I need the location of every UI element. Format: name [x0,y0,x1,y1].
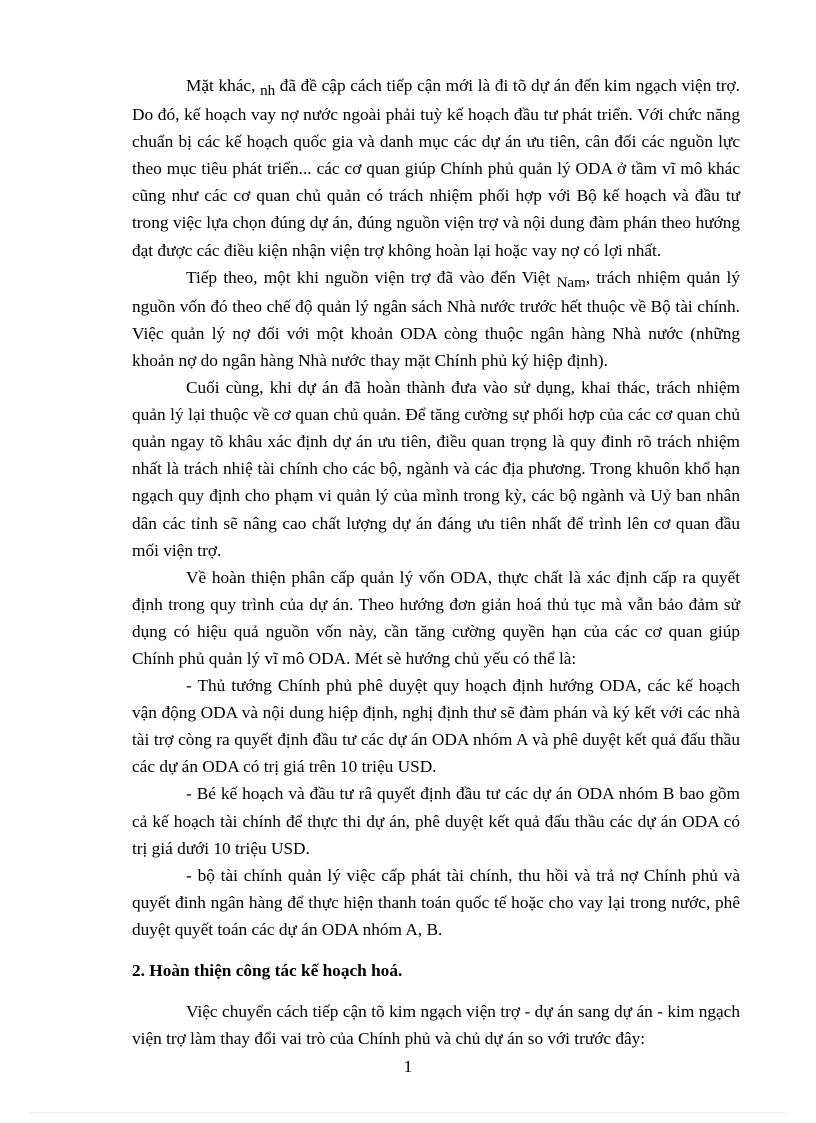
paragraph-1-subscript: nh [260,83,276,99]
paragraph-1-rest: đã đề cập cách tiếp cận mới là đi tõ dự án đến kim ngạch viện trợ. Do đó, kế hoạch vay nợ nước ngoài phải tuỳ kế hoạch đầu tư phát triển. Với chức năng chuẩn bị các kế hoạch quốc gia và danh mục các dự án ưu tiên, cân đối các nguồn lực theo mục tiêu phát triển... các cơ quan giúp Chính phủ quản lý ODA ở tầm vĩ mô khác cũng như các cơ quan chủ quản có trách nhiệm phối hợp với Bộ kế hoạch và đầu tư trong việc lựa chọn đúng dự án, đúng nguồn viện trợ và nội dung đàm phán theo hướng đạt được các điều kiện nhận viện trợ không hoàn lại hoặc vay nợ có lợi nhất. [132,76,741,260]
list-item-finance-ministry: - bộ tài chính quản lý việc cấp phát tài chính, thu hồi và trả nợ Chính phủ và quyết đinh ngân hàng để thực hiện thanh toán quốc tế hoặc cho vay lại trong nước, phê duyệt quyết toán các dự án ODA nhóm A, B. [132,865,740,939]
paragraph-2-rest: , trách nhiệm quản lý nguồn vốn đó theo chế độ quản lý ngân sách Nhà nước trước hết thuộc về Bộ tài chính. Việc quản lý nợ đối với một khoản ODA còng thuộc ngân hàng Nhà nước (những khoản nợ do ngân hàng Nhà nước thay mặt Chính phủ ký hiệp định). [132,267,741,370]
section-heading: 2. Hoàn thiện công tác kế hoạch hoá. [132,961,403,980]
paragraph-2-subscript: Nam [556,274,586,291]
paragraph-2 [132,264,740,374]
paragraph-final: Việc chuyển cách tiếp cận tõ kim ngạch viện trợ - dự án sang dự án - kim ngạch viện trợ làm thay đổi vai trò của Chính phủ và chủ dự án so với trước đây: [132,1002,740,1049]
paragraph-1 [132,72,740,264]
list-item-planning-ministry: - Bé kế hoạch và đầu tư râ quyết định đầu tư các dự án ODA nhóm B bao gồm cả kế hoạch tài chính để thực thi dự án, phê duyệt kết quả đấu thầu các dự án ODA có trị giá dưới 10 triệu USD. [132,784,740,858]
page-number: 1 [403,1057,413,1076]
page-bottom-divider [30,1112,786,1113]
list-item-prime-minister: - Thủ tướng Chính phủ phê duyệt quy hoạch định hướng ODA, các kế hoạch vận động ODA và nội dung hiệp định, nghị định thư sẽ đàm phán và ký kết với các nhà tài trợ còng ra quyết định đầu tư các dự án ODA nhóm A và phê duyệt kết quả đấu thầu các dự án ODA có trị giá trên 10 triệu USD. [132,676,740,777]
paragraph-4: Về hoàn thiện phân cấp quản lý vốn ODA, thực chất là xác định cấp ra quyết định trong quy trình của dự án. Theo hướng đơn giản hoá thủ tục mà vẫn bảo đảm sử dụng có hiệu quả nguồn vốn này, cần tăng cường quyền hạn của các cơ quan giúp Chính phủ quản lý vĩ mô ODA. Mét sè hướng chủ yếu có thể là: [132,567,740,668]
paragraph-2-lead: Tiếp theo, một khi nguồn viện trợ đã vào đến Việt [186,267,557,287]
paragraph-3: Cuối cùng, khi dự án đã hoàn thành đưa vào sử dụng, khai thác, trách nhiệm quản lý lại thuộc về cơ quan chủ quản. Để tăng cường sự phối hợp của các cơ quan chủ quản ngay tõ khâu xác định dự án ưu tiên, điều quan trọng là quy đinh rõ trách nhiệm nhất là trách nhiệ tài chính cho các bộ, ngành và các địa phương. Trong khuôn khổ hạn ngạch quy định cho phạm vi quản lý của mình trong kỳ, các bộ ngành và Uỷ ban nhân dân các tỉnh sẽ nâng cao chất lượng dự án đáng ưu tiên nhất để trình lên cơ quan đầu mối viện trợ. [132,378,740,560]
body-text [132,72,740,1052]
paragraph-1-lead: Mặt khác, [186,76,261,95]
